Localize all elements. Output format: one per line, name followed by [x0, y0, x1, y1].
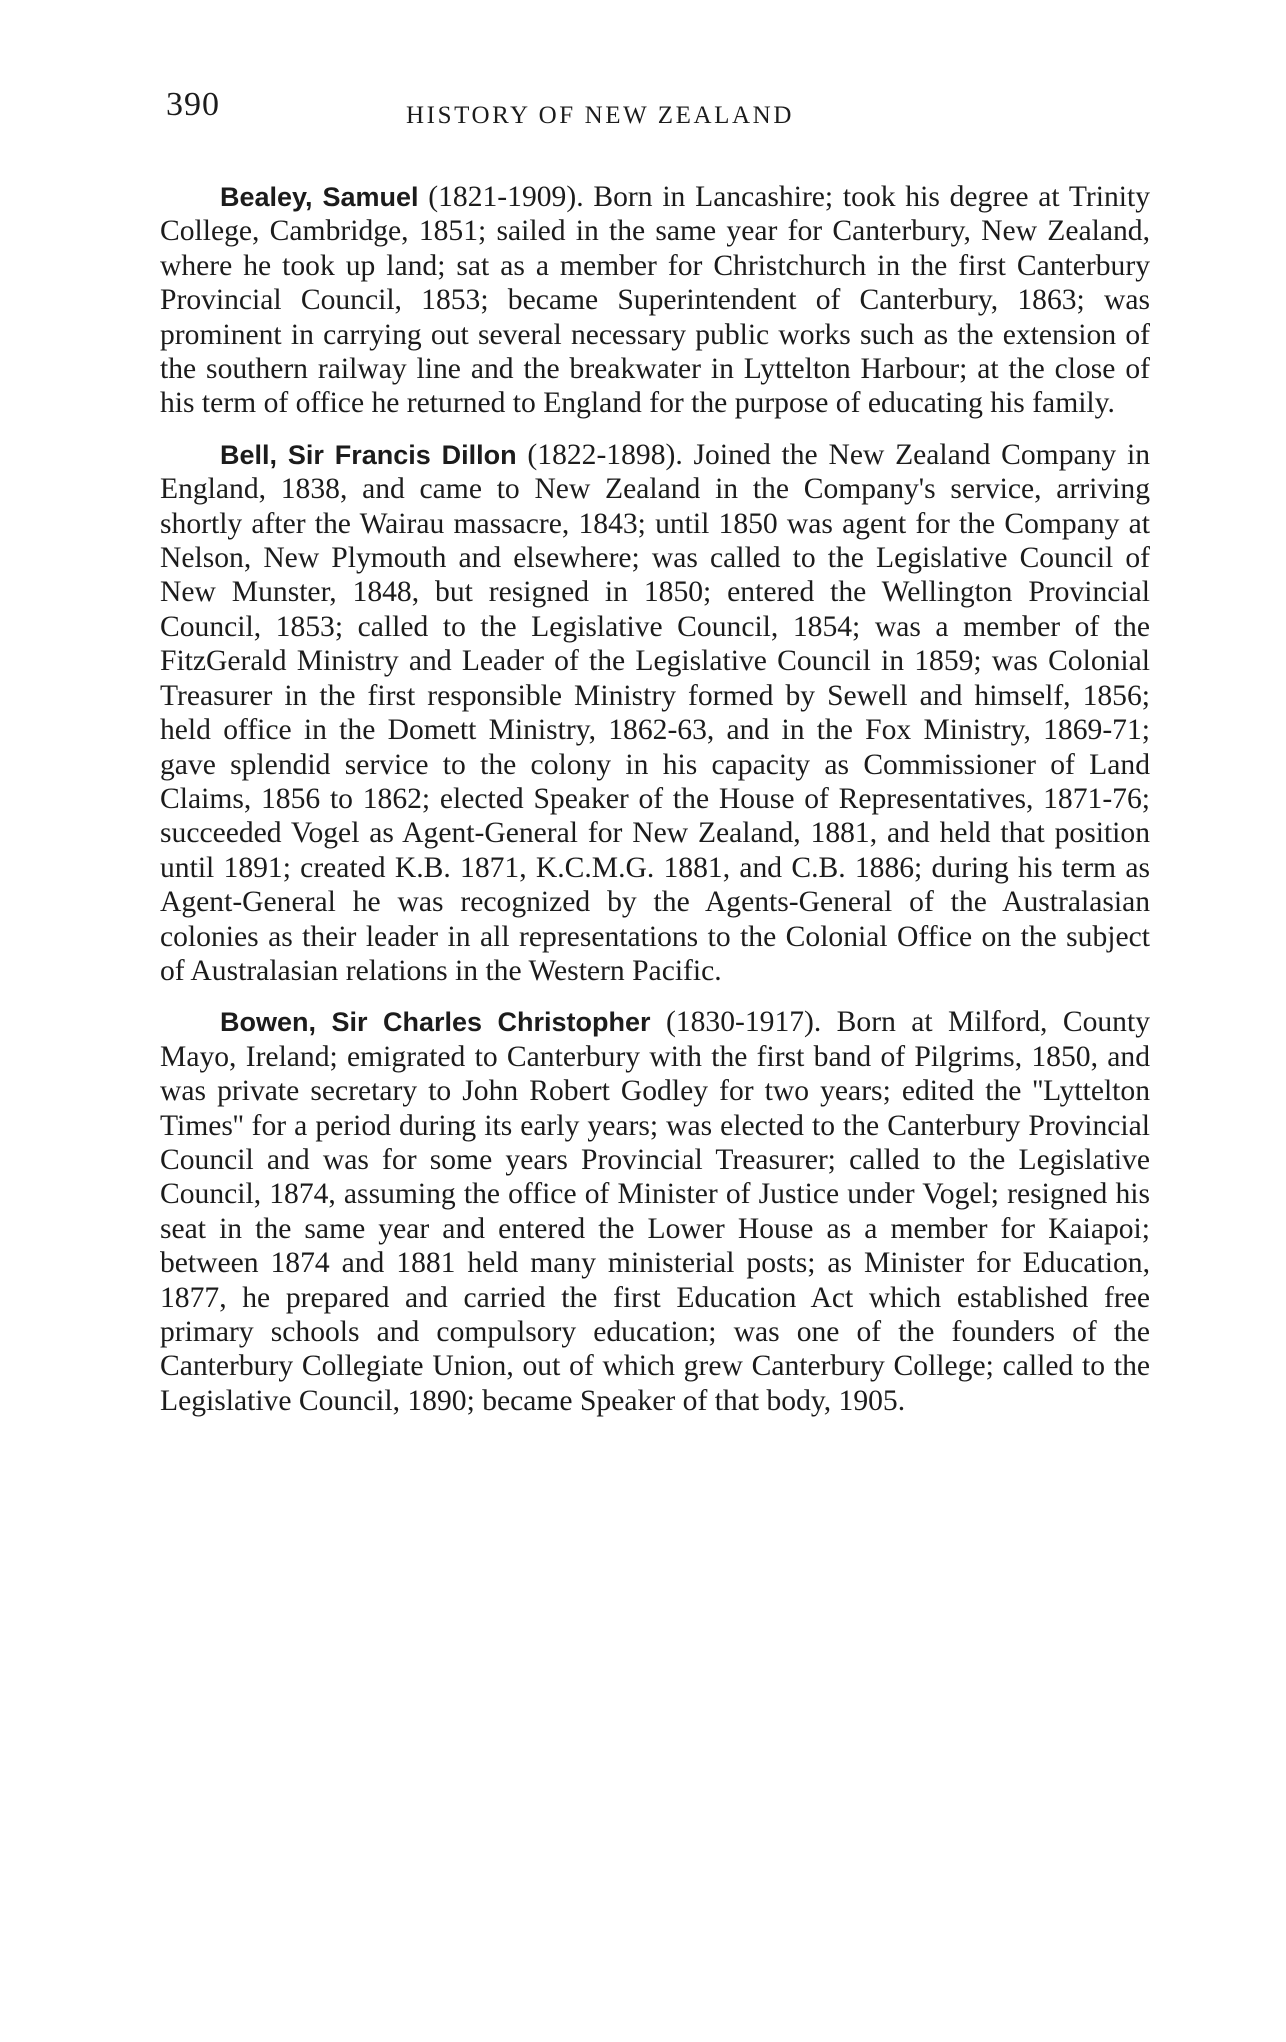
entry-bell: [160, 438, 1150, 989]
entry-text: (1830-1917). Born at Milford, County Mayo, Ireland; emigrated to Canterbury with the first band of Pilgrims, 1850, and was private secretary to John Robert Godley for two years; edited the ''Lyttelton Times'' for a period during its early years; was elected to the Canterbury Provincial Council and was for some years Provincial Treasurer; called to the Legislative Council, 1874, assuming the office of Minister of Justice under Vogel; resigned his seat in the same year and entered the Lower House as a member for Kaiapoi; between 1874 and 1881 held many ministerial posts; as Minister for Education, 1877, he prepared and carried the first Education Act which established free primary schools and compulsory education; was one of the founders of the Canterbury Collegiate Union, out of which grew Canterbury College; called to the Legislative Council, 1890; became Speaker of that body, 1905.: [160, 1006, 1150, 1417]
entry-bealey: [160, 180, 1150, 421]
page-number: 390: [166, 86, 220, 123]
entry-text: (1822-1898). Joined the New Zealand Company in England, 1838, and came to New Zealand in the Company's service, arriving shortly after the Wairau massacre, 1843; until 1850 was agent for the Company at Nelson, New Plymouth and elsewhere; was called to the Legislative Council of New Munster, 1848, but resigned in 1850; entered the Wellington Provincial Council, 1853; called to the Legislative Council, 1854; was a member of the FitzGerald Ministry and Leader of the Legislative Council in 1859; was Colonial Treasurer in the first responsible Ministry formed by Sewell and himself, 1856; held office in the Domett Ministry, 1862-63, and in the Fox Ministry, 1869-71; gave splendid service to the colony in his capacity as Commissioner of Land Claims, 1856 to 1862; elected Speaker of the House of Representatives, 1871-76; succeeded Vogel as Agent-General for New Zealand, 1881, and held that position until 1891; created K.B. 1871, K.C.M.G. 1881, and C.B. 1886; during his term as Agent-General he was recognized by the Agents-General of the Australasian colonies as their leader in all representations to the Colonial Office on the subject of Australasian relations in the Western Pacific.: [160, 438, 1150, 987]
entry-name: Bowen, Sir Charles Christopher: [220, 1007, 651, 1038]
biographical-entries: [160, 180, 1150, 1418]
entry-text: (1821-1909). Born in Lancashire; took his degree at Trinity College, Cambridge, 1851; sailed in the same year for Canterbury, New Zealand, where he took up land; sat as a member for Christchurch in the first Canterbury Provincial Council, 1853; became Superintendent of Canterbury, 1863; was prominent in carrying out several necessary public works such as the extension of the southern railway line and the breakwater in Lyttelton Harbour; at the close of his term of office he returned to England for the purpose of educating his family.: [160, 181, 1150, 420]
running-title: HISTORY OF NEW ZEALAND: [406, 102, 794, 129]
page-header: [166, 86, 1156, 136]
entry-name: Bealey, Samuel: [220, 182, 419, 212]
entry-name: Bell, Sir Francis Dillon: [220, 439, 517, 470]
entry-bowen: [160, 1005, 1150, 1418]
